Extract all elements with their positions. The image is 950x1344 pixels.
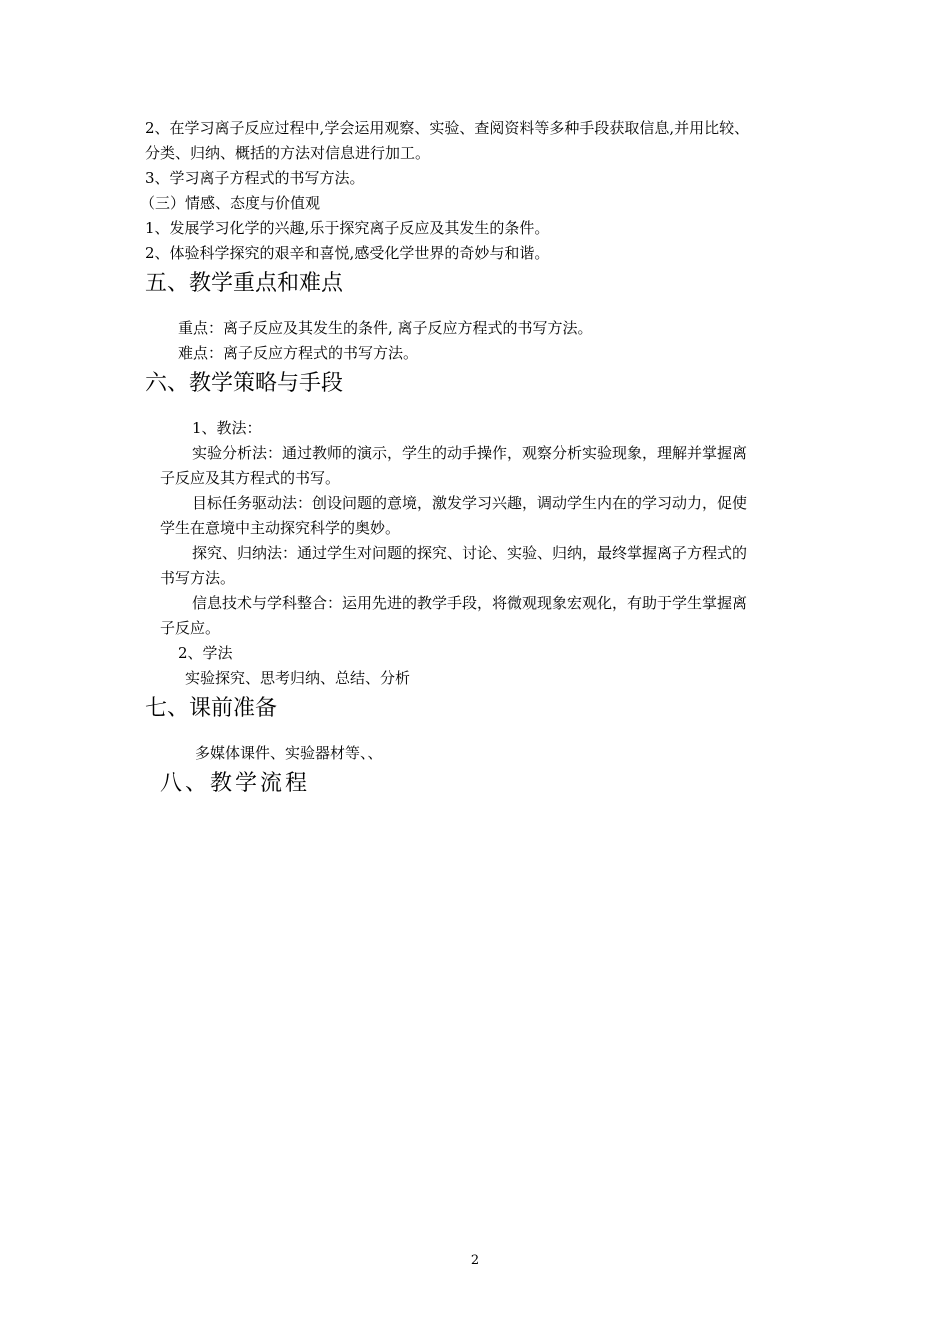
emo2-line: 2、体验科学探究的艰辛和喜悦,感受化学世界的奇妙与和谐。 [145,244,550,262]
method3-line2: 书写方法。 [160,569,236,587]
difficulty-line: 难点：离子反应方程式的书写方法。 [178,344,419,362]
heading-7: 七、课前准备 [145,696,278,721]
preparation-text: 多媒体课件、实验器材等、、 [195,744,383,762]
method2-line2: 学生在意境中主动探究科学的奥妙。 [160,519,401,537]
method2-line1: 目标任务驱动法：创设问题的意境，激发学习兴趣，调动学生内在的学习动力，促使 [192,494,748,512]
heading-6: 六、教学策略与手段 [145,371,344,396]
method1-line1: 实验分析法：通过教师的演示，学生的动手操作，观察分析实验现象，理解并掌握离 [192,444,748,462]
heading-8: 八、教学流程 [160,771,311,796]
learning-method-text: 实验探究、思考归纳、总结、分析 [185,669,411,687]
method4-line1: 信息技术与学科整合：运用先进的教学手段，将微观现象宏观化，有助于学生掌握离 [192,594,748,612]
obj3-line: 3、学习离子方程式的书写方法。 [145,169,365,187]
teaching-method-title: 1、教法： [192,419,262,437]
obj2-line2: 分类、归纳、概括的方法对信息进行加工。 [145,144,431,162]
method4-line2: 子反应。 [160,619,221,637]
emo1-line: 1、发展学习化学的兴趣,乐于探究离子反应及其发生的条件。 [145,219,550,237]
learning-method-title: 2、学法 [178,644,233,662]
obj2-line1: 2、在学习离子反应过程中,学会运用观察、实验、查阅资料等多种手段获取信息,并用比较、 [145,119,750,137]
method3-line1: 探究、归纳法：通过学生对问题的探究、讨论、实验、归纳，最终掌握离子方程式的 [192,544,748,562]
method1-line2: 子反应及其方程式的书写。 [160,469,341,487]
page-number: 2 [470,1253,480,1268]
section3-title: （三）情感、态度与价值观 [140,194,321,212]
focus-line: 重点：离子反应及其发生的条件, 离子反应方程式的书写方法。 [178,319,593,337]
heading-5: 五、教学重点和难点 [145,271,344,296]
